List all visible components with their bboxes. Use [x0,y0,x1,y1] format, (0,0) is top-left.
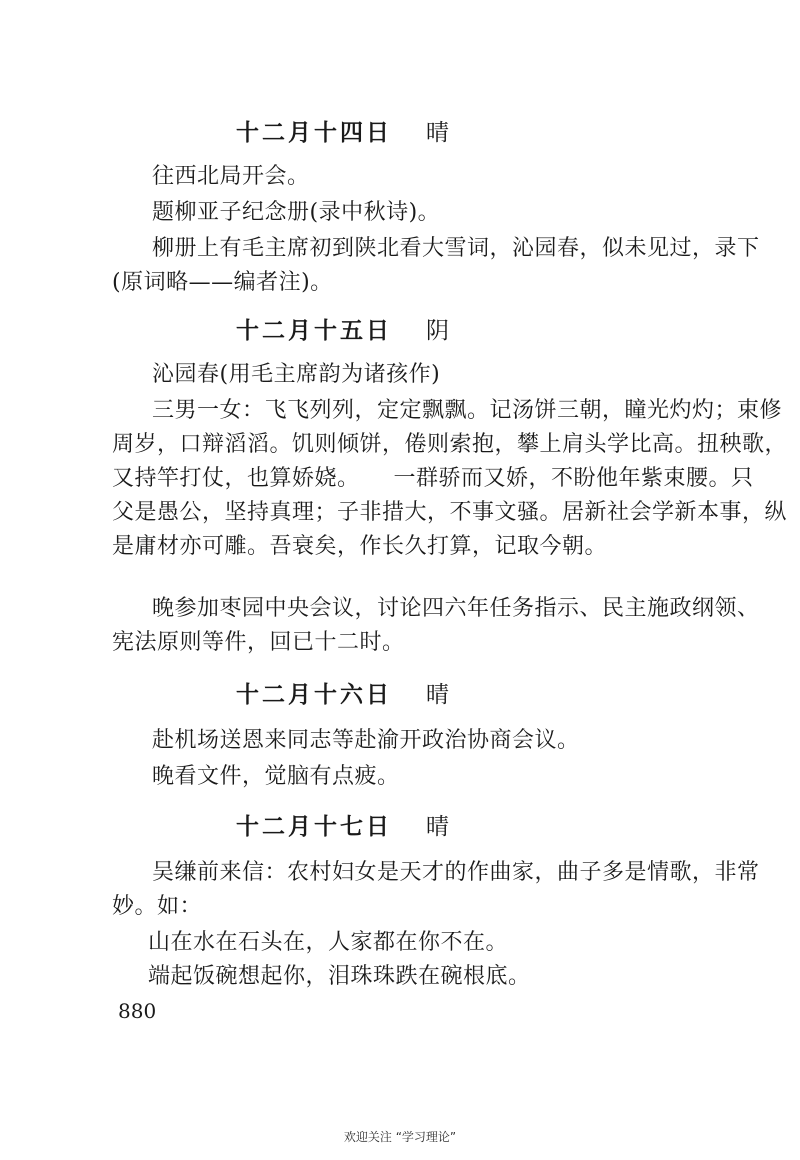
entry-heading [236,680,452,710]
page-number: 880 [118,999,157,1023]
entry-line: 妙。如： [112,894,203,919]
entry-date: 十二月十五日 [236,318,392,344]
song-line: 山在水在石头在，人家都在你不在。 [148,930,509,955]
entry-line: 宪法原则等件，回已十二时。 [112,630,405,655]
entry-date: 十二月十四日 [236,120,392,146]
entry-weather: 晴 [426,814,452,840]
entry-line: 题柳亚子纪念册(录中秋诗)。 [152,200,441,225]
entry-heading [236,118,452,148]
poem-line: 又持竿打仗，也算娇娆。 一群骄而又娇，不盼他年紫束腰。只 [112,466,754,491]
entry-line: 往西北局开会。 [152,164,310,189]
entry-weather: 阴 [426,318,452,344]
entry-line: 吴缣前来信：农村妇女是天才的作曲家，曲子多是情歌，非常 [152,860,760,885]
entry-weather: 晴 [426,682,452,708]
entry-line: 晚参加枣园中央会议，讨论四六年任务指示、民主施政纲领、 [152,596,760,621]
entry-date: 十二月十六日 [236,682,392,708]
entry-line: 赴机场送恩来同志等赴渝开政治协商会议。 [152,728,580,753]
entry-heading [236,316,452,346]
entry-line: 晚看文件，觉脑有点疲。 [152,764,400,789]
entry-line: (原词略——编者注)。 [112,270,333,295]
entry-weather: 晴 [426,120,452,146]
entry-line: 沁园春(用毛主席韵为诸孩作) [152,362,441,387]
poem-line: 周岁，口辩滔滔。饥则倾饼，倦则索抱，攀上肩头学比高。扭秧歌， [112,432,788,457]
entry-date: 十二月十七日 [236,814,392,840]
poem-line: 是庸材亦可雕。吾衰矣，作长久打算，记取今朝。 [112,534,608,559]
entry-line: 柳册上有毛主席初到陕北看大雪词，沁园春，似未见过，录下 [152,236,760,261]
poem-line: 父是愚公，坚持真理；子非措大，不事文骚。居新社会学新本事，纵 [112,500,788,525]
footer-caption: 欢迎关注 “学习理论” [343,1130,457,1144]
song-line: 端起饭碗想起你，泪珠珠跌在碗根底。 [148,964,531,989]
poem-line: 三男一女：飞飞列列，定定飘飘。记汤饼三朝，瞳光灼灼；束修 [152,398,783,423]
entry-heading [236,812,452,842]
